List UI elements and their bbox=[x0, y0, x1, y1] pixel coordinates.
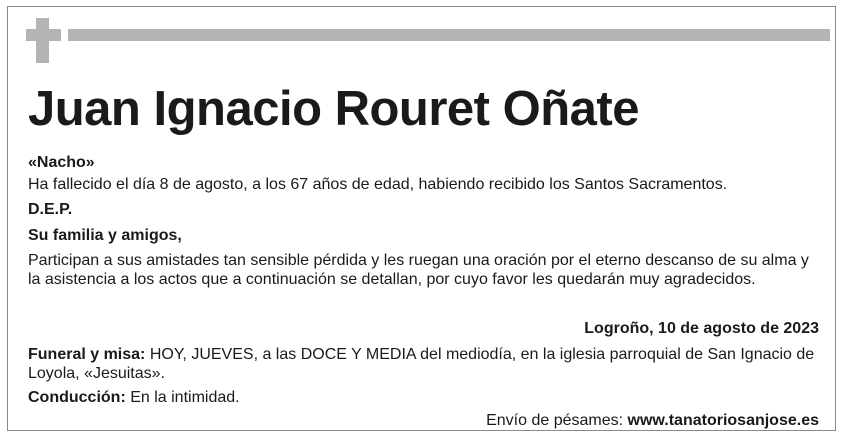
condolences-line bbox=[486, 411, 819, 430]
conduction-label: Conducción: bbox=[28, 389, 126, 406]
rip-text: D.E.P. bbox=[28, 201, 73, 218]
place-date: Logroño, 10 de agosto de 2023 bbox=[584, 320, 819, 337]
nickname: «Nacho» bbox=[28, 154, 95, 171]
family-heading: Su familia y amigos, bbox=[28, 227, 182, 244]
condolences-link[interactable]: www.tanatoriosanjose.es bbox=[627, 412, 819, 429]
death-notice: Ha fallecido el día 8 de agosto, a los 67 años de edad, habiendo recibido los Santos Sacramentos. bbox=[28, 176, 728, 193]
conduction-details bbox=[28, 388, 240, 407]
header-rule bbox=[68, 29, 830, 41]
cross-icon bbox=[26, 18, 61, 63]
deceased-name: Juan Ignacio Rouret Oñate bbox=[28, 82, 639, 136]
funeral-details bbox=[28, 345, 823, 383]
conduction-text: En la intimidad. bbox=[125, 389, 240, 406]
condolences-label: Envío de pésames: bbox=[486, 412, 624, 429]
funeral-text: HOY, JUEVES, a las DOCE Y MEDIA del mediodía, en la iglesia parroquial de San Ignacio de Loyola, «Jesuitas». bbox=[28, 346, 815, 382]
family-message: Participan a sus amistades tan sensible pérdida y les ruegan una oración por el eterno descanso de su alma y la asistencia a los actos que a continuación se detallan, por cuyo favor les quedarán muy agradecidos. bbox=[28, 252, 809, 288]
obituary-card bbox=[7, 6, 836, 431]
funeral-label: Funeral y misa: bbox=[28, 346, 146, 363]
